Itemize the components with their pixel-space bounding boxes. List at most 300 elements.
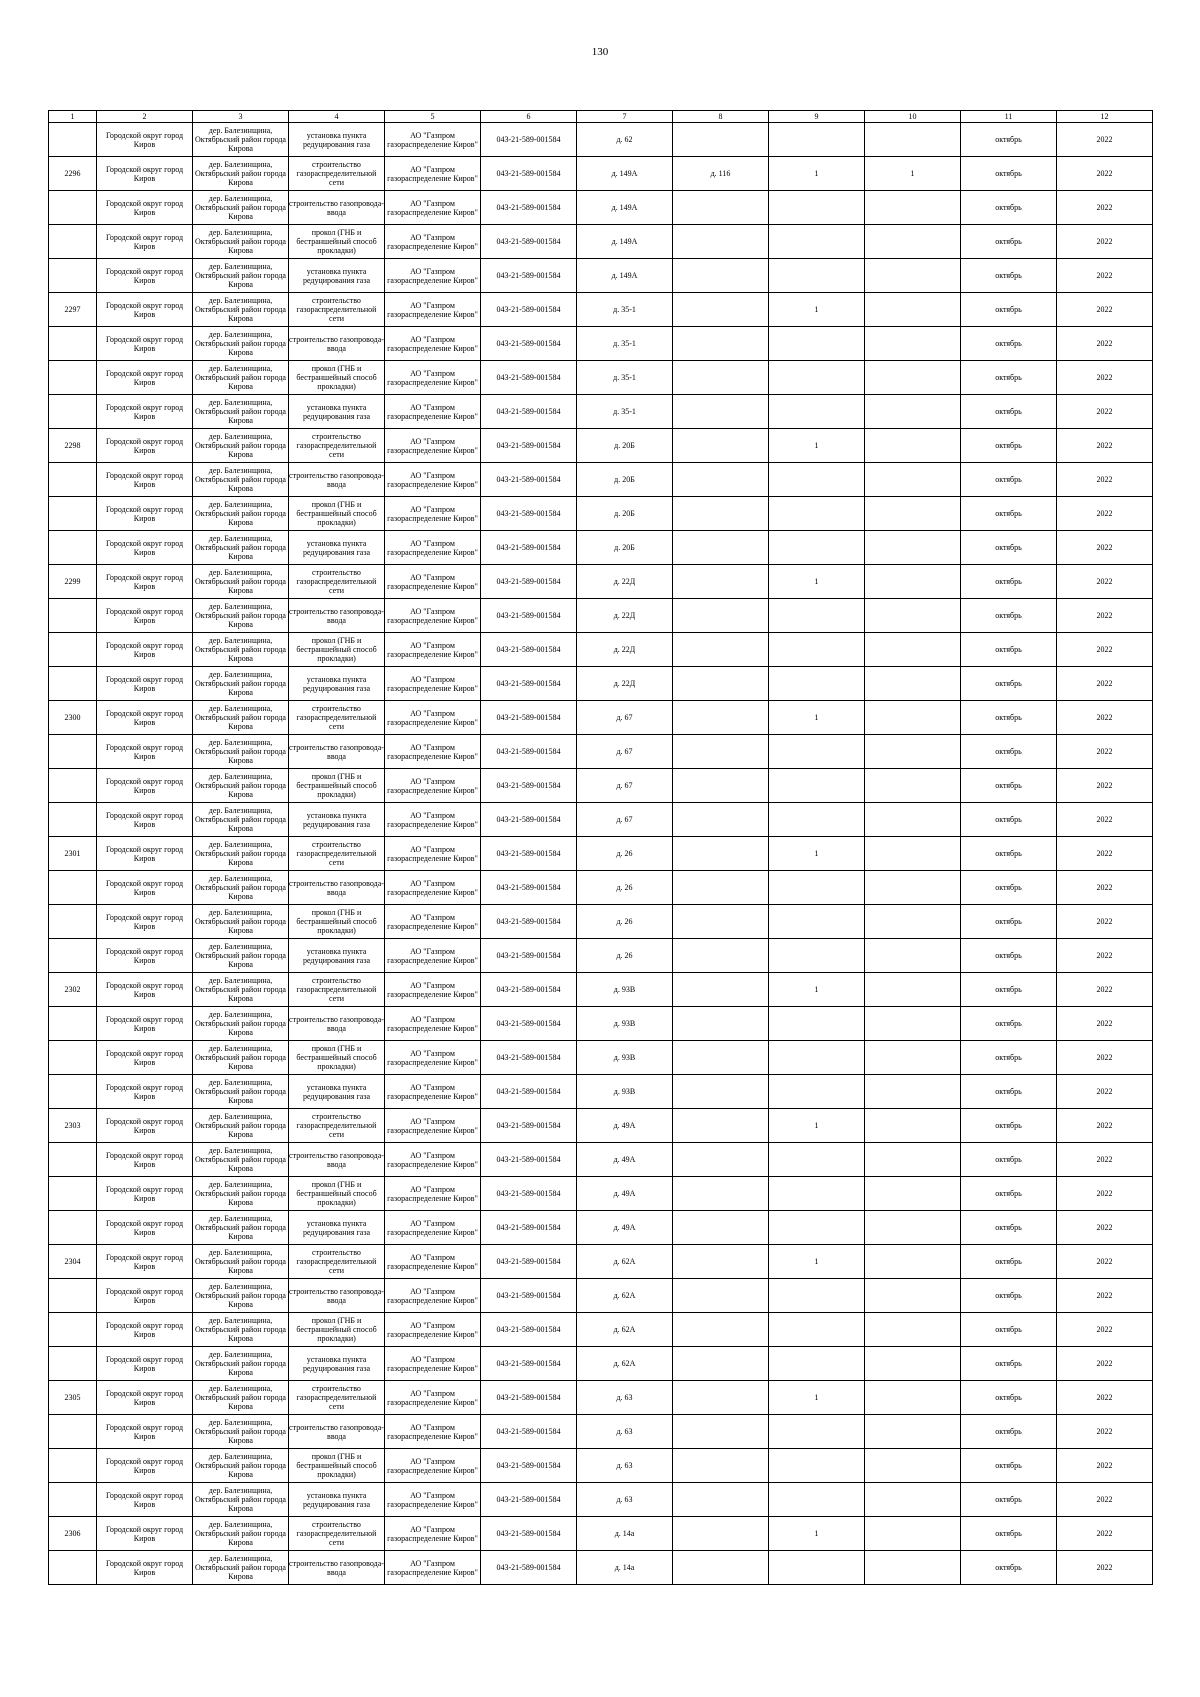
column-9-cell: 1: [769, 701, 865, 735]
work-type-cell: [289, 735, 385, 769]
municipality-cell: Городской округ город Киров: [97, 905, 193, 939]
house-number-cell: д. 22Д: [577, 633, 673, 667]
operator-cell-text: АО "Газпром газораспределение Киров": [387, 470, 478, 489]
operator-cell-text: АО "Газпром газораспределение Киров": [387, 1252, 478, 1271]
house-number-cell: д. 62: [577, 123, 673, 157]
municipality-cell: Городской округ город Киров: [97, 1143, 193, 1177]
column-10-cell: [865, 1211, 961, 1245]
column-header-1: 1: [49, 111, 97, 123]
house-number-cell: д. 67: [577, 735, 673, 769]
house-number-cell: д. 22Д: [577, 599, 673, 633]
year-cell: 2022: [1057, 1415, 1153, 1449]
work-type-cell: [289, 1347, 385, 1381]
locality-cell: [193, 973, 289, 1007]
month-cell: октябрь: [961, 1415, 1057, 1449]
row-number-cell: 2305: [49, 1381, 97, 1415]
operator-cell-text: АО "Газпром газораспределение Киров": [387, 334, 478, 353]
registry-code-cell: 043-21-589-001584: [481, 225, 577, 259]
year-cell: 2022: [1057, 1245, 1153, 1279]
registry-code-cell: 043-21-589-001584: [481, 1517, 577, 1551]
month-cell: октябрь: [961, 1075, 1057, 1109]
municipality-cell: Городской округ город Киров: [97, 225, 193, 259]
operator-cell: [385, 939, 481, 973]
locality-cell: [193, 1517, 289, 1551]
operator-cell-text: АО "Газпром газораспределение Киров": [387, 198, 478, 217]
operator-cell-text: АО "Газпром газораспределение Киров": [387, 1388, 478, 1407]
municipality-cell: Городской округ город Киров: [97, 531, 193, 565]
column-10-cell: [865, 803, 961, 837]
column-8-cell: [673, 769, 769, 803]
column-9-cell: [769, 905, 865, 939]
month-cell: октябрь: [961, 701, 1057, 735]
municipality-cell: Городской округ город Киров: [97, 191, 193, 225]
work-type-cell-text: строительство газораспределительной сети: [296, 840, 377, 867]
house-number-cell: д. 35-1: [577, 395, 673, 429]
column-8-cell: [673, 497, 769, 531]
work-type-cell: [289, 259, 385, 293]
column-8-cell: [673, 1075, 769, 1109]
work-type-cell: [289, 973, 385, 1007]
locality-cell-text: дер. Балезинщина, Октябрьский район города Кирова: [195, 228, 286, 255]
house-number-cell: д. 14а: [577, 1517, 673, 1551]
locality-cell-text: дер. Балезинщина, Октябрьский район города Кирова: [195, 466, 286, 493]
work-type-cell: [289, 123, 385, 157]
locality-cell-text: дер. Балезинщина, Октябрьский район города Кирова: [195, 1248, 286, 1275]
year-cell: 2022: [1057, 1177, 1153, 1211]
work-type-cell-text: строительство газораспределительной сети: [296, 1112, 377, 1139]
column-8-cell: [673, 191, 769, 225]
column-8-cell: [673, 1517, 769, 1551]
municipality-cell: Городской округ город Киров: [97, 395, 193, 429]
work-type-cell: [289, 837, 385, 871]
operator-cell: [385, 327, 481, 361]
work-type-cell-text: прокол (ГНБ и бестраншейный способ прокладки): [296, 1452, 377, 1479]
column-header-9: 9: [769, 111, 865, 123]
locality-cell-text: дер. Балезинщина, Октябрьский район города Кирова: [195, 296, 286, 323]
house-number-cell: д. 49А: [577, 1143, 673, 1177]
year-cell: 2022: [1057, 259, 1153, 293]
operator-cell-text: АО "Газпром газораспределение Киров": [387, 1184, 478, 1203]
row-number-cell: [49, 327, 97, 361]
operator-cell: [385, 293, 481, 327]
operator-cell: [385, 769, 481, 803]
table-row: [49, 1551, 1153, 1585]
locality-cell-text: дер. Балезинщина, Октябрьский район города Кирова: [195, 1316, 286, 1343]
registry-code-cell: 043-21-589-001584: [481, 1143, 577, 1177]
year-cell: 2022: [1057, 939, 1153, 973]
registry-code-cell: 043-21-589-001584: [481, 803, 577, 837]
locality-cell-text: дер. Балезинщина, Октябрьский район города Кирова: [195, 772, 286, 799]
municipality-cell: Городской округ город Киров: [97, 667, 193, 701]
month-cell: октябрь: [961, 871, 1057, 905]
row-number-cell: [49, 191, 97, 225]
column-header-8: 8: [673, 111, 769, 123]
row-number-cell: [49, 1347, 97, 1381]
row-number-cell: [49, 803, 97, 837]
column-8-cell: [673, 565, 769, 599]
column-8-cell: [673, 1483, 769, 1517]
column-10-cell: [865, 1347, 961, 1381]
work-type-cell-text: строительство газораспределительной сети: [296, 568, 377, 595]
work-type-cell: [289, 1415, 385, 1449]
row-number-cell: [49, 1211, 97, 1245]
work-type-cell: [289, 667, 385, 701]
column-8-cell: [673, 1551, 769, 1585]
row-number-cell: [49, 1483, 97, 1517]
operator-cell-text: АО "Газпром газораспределение Киров": [387, 402, 478, 421]
registry-code-cell: 043-21-589-001584: [481, 633, 577, 667]
registry-code-cell: 043-21-589-001584: [481, 429, 577, 463]
municipality-cell: Городской округ город Киров: [97, 1517, 193, 1551]
column-10-cell: [865, 939, 961, 973]
operator-cell: [385, 1041, 481, 1075]
year-cell: 2022: [1057, 1279, 1153, 1313]
registry-code-cell: 043-21-589-001584: [481, 1551, 577, 1585]
municipality-cell: Городской округ город Киров: [97, 837, 193, 871]
locality-cell: [193, 1347, 289, 1381]
table-row: [49, 327, 1153, 361]
table-row: [49, 565, 1153, 599]
registry-code-cell: 043-21-589-001584: [481, 531, 577, 565]
column-10-cell: [865, 191, 961, 225]
operator-cell-text: АО "Газпром газораспределение Киров": [387, 606, 478, 625]
month-cell: октябрь: [961, 565, 1057, 599]
column-10-cell: [865, 1483, 961, 1517]
row-number-cell: [49, 123, 97, 157]
column-9-cell: [769, 1449, 865, 1483]
row-number-cell: [49, 1041, 97, 1075]
month-cell: октябрь: [961, 497, 1057, 531]
column-8-cell: [673, 1279, 769, 1313]
locality-cell-text: дер. Балезинщина, Октябрьский район города Кирова: [195, 398, 286, 425]
table-row: [49, 225, 1153, 259]
month-cell: октябрь: [961, 1143, 1057, 1177]
table-row: [49, 1245, 1153, 1279]
table-header: [49, 111, 1153, 123]
municipality-cell: Городской округ город Киров: [97, 1075, 193, 1109]
operator-cell-text: АО "Газпром газораспределение Киров": [387, 844, 478, 863]
house-number-cell: д. 63: [577, 1415, 673, 1449]
operator-cell-text: АО "Газпром газораспределение Киров": [387, 878, 478, 897]
operator-cell: [385, 633, 481, 667]
column-8-cell: [673, 701, 769, 735]
operator-cell-text: АО "Газпром газораспределение Киров": [387, 946, 478, 965]
year-cell: 2022: [1057, 633, 1153, 667]
column-9-cell: [769, 599, 865, 633]
municipality-cell: Городской округ город Киров: [97, 1347, 193, 1381]
house-number-cell: д. 63: [577, 1381, 673, 1415]
table-row: [49, 837, 1153, 871]
work-type-cell-text: строительство газопровода-ввода: [289, 1422, 384, 1441]
column-8-cell: [673, 1449, 769, 1483]
column-8-cell: [673, 327, 769, 361]
work-type-cell: [289, 565, 385, 599]
month-cell: октябрь: [961, 1245, 1057, 1279]
year-cell: 2022: [1057, 1517, 1153, 1551]
operator-cell: [385, 701, 481, 735]
house-number-cell: д. 49А: [577, 1177, 673, 1211]
house-number-cell: д. 67: [577, 769, 673, 803]
locality-cell: [193, 225, 289, 259]
work-type-cell: [289, 1143, 385, 1177]
column-9-cell: [769, 463, 865, 497]
work-type-cell: [289, 599, 385, 633]
row-number-cell: [49, 225, 97, 259]
house-number-cell: д. 35-1: [577, 361, 673, 395]
locality-cell: [193, 599, 289, 633]
month-cell: октябрь: [961, 1449, 1057, 1483]
table-row: [49, 361, 1153, 395]
table-row: [49, 1381, 1153, 1415]
work-type-cell-text: прокол (ГНБ и бестраншейный способ прокладки): [296, 772, 377, 799]
operator-cell-text: АО "Газпром газораспределение Киров": [387, 164, 478, 183]
column-8-cell: [673, 871, 769, 905]
work-type-cell: [289, 463, 385, 497]
locality-cell-text: дер. Балезинщина, Октябрьский район города Кирова: [195, 1010, 286, 1037]
municipality-cell: Городской округ город Киров: [97, 1449, 193, 1483]
locality-cell: [193, 463, 289, 497]
locality-cell: [193, 1381, 289, 1415]
locality-cell-text: дер. Балезинщина, Октябрьский район города Кирова: [195, 670, 286, 697]
column-10-cell: [865, 565, 961, 599]
locality-cell-text: дер. Балезинщина, Октябрьский район города Кирова: [195, 840, 286, 867]
page-number: 130: [591, 46, 609, 58]
year-cell: 2022: [1057, 123, 1153, 157]
column-header-2: 2: [97, 111, 193, 123]
month-cell: октябрь: [961, 1007, 1057, 1041]
year-cell: 2022: [1057, 1551, 1153, 1585]
row-number-cell: [49, 1279, 97, 1313]
municipality-cell: Городской округ город Киров: [97, 1245, 193, 1279]
column-10-cell: [865, 293, 961, 327]
municipality-cell: Городской округ город Киров: [97, 1415, 193, 1449]
row-number-cell: [49, 463, 97, 497]
locality-cell: [193, 1245, 289, 1279]
month-cell: октябрь: [961, 225, 1057, 259]
year-cell: 2022: [1057, 1449, 1153, 1483]
column-8-cell: [673, 905, 769, 939]
month-cell: октябрь: [961, 633, 1057, 667]
registry-code-cell: 043-21-589-001584: [481, 599, 577, 633]
row-number-cell: [49, 1007, 97, 1041]
registry-code-cell: 043-21-589-001584: [481, 565, 577, 599]
registry-code-cell: 043-21-589-001584: [481, 361, 577, 395]
year-cell: 2022: [1057, 837, 1153, 871]
row-number-cell: [49, 395, 97, 429]
table-row: [49, 1483, 1153, 1517]
column-10-cell: [865, 531, 961, 565]
column-10-cell: [865, 1449, 961, 1483]
locality-cell-text: дер. Балезинщина, Октябрьский район города Кирова: [195, 704, 286, 731]
municipality-cell: Городской округ город Киров: [97, 735, 193, 769]
row-number-cell: 2300: [49, 701, 97, 735]
operator-cell: [385, 225, 481, 259]
table-row: [49, 973, 1153, 1007]
work-type-cell-text: установка пункта редуцирования газа: [302, 402, 371, 421]
work-type-cell: [289, 1483, 385, 1517]
registry-code-cell: 043-21-589-001584: [481, 497, 577, 531]
year-cell: 2022: [1057, 871, 1153, 905]
operator-cell-text: АО "Газпром газораспределение Киров": [387, 1048, 478, 1067]
column-8-cell: [673, 803, 769, 837]
registry-code-cell: 043-21-589-001584: [481, 871, 577, 905]
column-9-cell: 1: [769, 837, 865, 871]
operator-cell-text: АО "Газпром газораспределение Киров": [387, 640, 478, 659]
locality-cell-text: дер. Балезинщина, Октябрьский район города Кирова: [195, 432, 286, 459]
operator-cell: [385, 1449, 481, 1483]
locality-cell-text: дер. Балезинщина, Октябрьский район города Кирова: [195, 1282, 286, 1309]
work-type-cell: [289, 361, 385, 395]
operator-cell-text: АО "Газпром газораспределение Киров": [387, 232, 478, 251]
row-number-cell: [49, 497, 97, 531]
column-header-4: 4: [289, 111, 385, 123]
table-row: [49, 497, 1153, 531]
row-number-cell: 2303: [49, 1109, 97, 1143]
column-9-cell: [769, 1483, 865, 1517]
column-8-cell: [673, 531, 769, 565]
locality-cell: [193, 123, 289, 157]
house-number-cell: д. 26: [577, 905, 673, 939]
work-type-cell: [289, 1109, 385, 1143]
column-10-cell: [865, 327, 961, 361]
locality-cell: [193, 667, 289, 701]
house-number-cell: д. 20Б: [577, 531, 673, 565]
year-cell: 2022: [1057, 701, 1153, 735]
year-cell: 2022: [1057, 1075, 1153, 1109]
month-cell: октябрь: [961, 1381, 1057, 1415]
work-type-cell: [289, 701, 385, 735]
municipality-cell: Городской округ город Киров: [97, 1279, 193, 1313]
locality-cell-text: дер. Балезинщина, Октябрьский район города Кирова: [195, 806, 286, 833]
work-type-cell-text: строительство газораспределительной сети: [296, 160, 377, 187]
column-8-cell: [673, 1347, 769, 1381]
operator-cell: [385, 259, 481, 293]
row-number-cell: [49, 769, 97, 803]
column-10-cell: [865, 497, 961, 531]
house-number-cell: д. 93В: [577, 973, 673, 1007]
registry-code-cell: 043-21-589-001584: [481, 1075, 577, 1109]
house-number-cell: д. 20Б: [577, 429, 673, 463]
municipality-cell: Городской округ город Киров: [97, 123, 193, 157]
table-row: [49, 599, 1153, 633]
column-8-cell: д. 116: [673, 157, 769, 191]
row-number-cell: [49, 1313, 97, 1347]
column-10-cell: [865, 1177, 961, 1211]
column-9-cell: [769, 1279, 865, 1313]
operator-cell-text: АО "Газпром газораспределение Киров": [387, 1082, 478, 1101]
month-cell: октябрь: [961, 973, 1057, 1007]
row-number-cell: [49, 361, 97, 395]
month-cell: октябрь: [961, 191, 1057, 225]
table-row: [49, 293, 1153, 327]
operator-cell: [385, 905, 481, 939]
work-type-cell-text: установка пункта редуцирования газа: [302, 1490, 371, 1509]
work-type-cell-text: строительство газораспределительной сети: [296, 1248, 377, 1275]
year-cell: 2022: [1057, 191, 1153, 225]
house-number-cell: д. 35-1: [577, 293, 673, 327]
row-number-cell: [49, 599, 97, 633]
municipality-cell: Городской округ город Киров: [97, 871, 193, 905]
month-cell: октябрь: [961, 735, 1057, 769]
column-9-cell: [769, 1347, 865, 1381]
work-type-cell-text: установка пункта редуцирования газа: [302, 1218, 371, 1237]
operator-cell: [385, 123, 481, 157]
work-type-cell-text: прокол (ГНБ и бестраншейный способ прокладки): [296, 1316, 377, 1343]
locality-cell: [193, 633, 289, 667]
month-cell: октябрь: [961, 1211, 1057, 1245]
operator-cell: [385, 1347, 481, 1381]
registry-code-cell: 043-21-589-001584: [481, 701, 577, 735]
operator-cell: [385, 531, 481, 565]
locality-cell: [193, 157, 289, 191]
row-number-cell: [49, 1075, 97, 1109]
registry-code-cell: 043-21-589-001584: [481, 905, 577, 939]
table-body: [49, 123, 1153, 1585]
operator-cell: [385, 871, 481, 905]
column-10-cell: [865, 1007, 961, 1041]
column-8-cell: [673, 1415, 769, 1449]
month-cell: октябрь: [961, 769, 1057, 803]
column-9-cell: [769, 1551, 865, 1585]
row-number-cell: 2299: [49, 565, 97, 599]
column-8-cell: [673, 735, 769, 769]
operator-cell: [385, 973, 481, 1007]
table-row: [49, 939, 1153, 973]
registry-code-cell: 043-21-589-001584: [481, 1347, 577, 1381]
work-type-cell-text: установка пункта редуцирования газа: [302, 266, 371, 285]
column-10-cell: [865, 1041, 961, 1075]
table-row: [49, 259, 1153, 293]
table-row: [49, 701, 1153, 735]
work-type-cell-text: строительство газораспределительной сети: [296, 704, 377, 731]
locality-cell: [193, 769, 289, 803]
column-8-cell: [673, 1211, 769, 1245]
house-number-cell: д. 20Б: [577, 463, 673, 497]
locality-cell: [193, 259, 289, 293]
locality-cell-text: дер. Балезинщина, Октябрьский район города Кирова: [195, 534, 286, 561]
column-header-6: 6: [481, 111, 577, 123]
work-type-cell: [289, 293, 385, 327]
registry-code-cell: 043-21-589-001584: [481, 327, 577, 361]
work-type-cell-text: установка пункта редуцирования газа: [302, 1082, 371, 1101]
locality-cell-text: дер. Балезинщина, Октябрьский район города Кирова: [195, 942, 286, 969]
house-number-cell: д. 22Д: [577, 565, 673, 599]
year-cell: 2022: [1057, 1041, 1153, 1075]
month-cell: октябрь: [961, 1517, 1057, 1551]
locality-cell: [193, 735, 289, 769]
registry-code-cell: 043-21-589-001584: [481, 1007, 577, 1041]
year-cell: 2022: [1057, 327, 1153, 361]
month-cell: октябрь: [961, 1347, 1057, 1381]
column-8-cell: [673, 429, 769, 463]
operator-cell: [385, 667, 481, 701]
work-type-cell-text: установка пункта редуцирования газа: [302, 674, 371, 693]
column-9-cell: [769, 633, 865, 667]
year-cell: 2022: [1057, 769, 1153, 803]
month-cell: октябрь: [961, 599, 1057, 633]
registry-code-cell: 043-21-589-001584: [481, 1245, 577, 1279]
locality-cell: [193, 191, 289, 225]
locality-cell-text: дер. Балезинщина, Октябрьский район города Кирова: [195, 1418, 286, 1445]
year-cell: 2022: [1057, 497, 1153, 531]
operator-cell: [385, 1245, 481, 1279]
registry-code-cell: 043-21-589-001584: [481, 973, 577, 1007]
column-8-cell: [673, 599, 769, 633]
year-cell: 2022: [1057, 1381, 1153, 1415]
registry-code-cell: 043-21-589-001584: [481, 463, 577, 497]
locality-cell-text: дер. Балезинщина, Октябрьский район города Кирова: [195, 262, 286, 289]
row-number-cell: [49, 633, 97, 667]
